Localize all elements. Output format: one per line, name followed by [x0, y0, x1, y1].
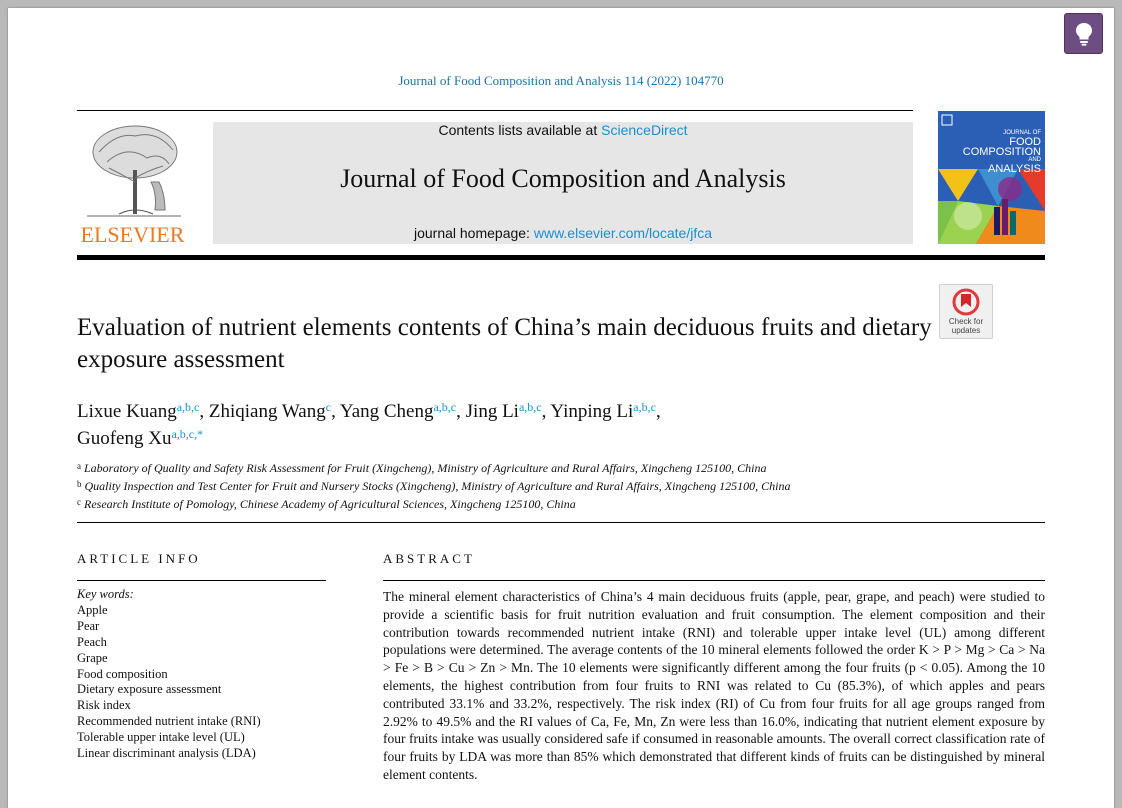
author[interactable]: Yinping Li — [550, 401, 634, 422]
author-separator: , — [199, 401, 209, 422]
keywords-list — [77, 587, 327, 762]
keyword: Recommended nutrient intake (RNI) — [77, 714, 261, 729]
author-affiliation-mark[interactable]: a,b,c — [518, 400, 542, 414]
publisher-name: ELSEVIER — [80, 222, 185, 247]
keyword: Grape — [77, 650, 108, 665]
keyword: Tolerable upper intake level (UL) — [77, 730, 245, 745]
check-for-updates-button[interactable] — [939, 284, 993, 339]
author-affiliation-mark[interactable]: c — [325, 400, 332, 414]
author-separator: , — [456, 401, 466, 422]
abstract-text: The mineral element characteristics of China’s 4 main deciduous fruits (apple, pear, grape, and peach) were studied to provide a scientific basis for fruit nutrition evaluation and fruit consumption. The element composition and their contribution towards recommended nutrient intake (RNI) and tolerable upper intake level (UL) among different populations were determined. The average contents of the 10 mineral elements followed the order K > P > Mg > Ca > Na > Fe > B > Cu > Zn > Mn. The 10 elements were significantly different among the four fruits (p < 0.05). Among the 10 elements, the highest contribution from four fruits to RNI was related to Cu (85.3%), of which apples and pears contributed 33.1% and 33.2%, respectively. The risk index (RI) of Cu from four fruits for all age groups ranged from 2.92% to 49.5% and the RI values of Ca, Fe, Mn, Zn were less than 16.0%, indicating that nutrient element exposure by four fruits intake was usually considered safe if consumed in reasonable amounts. The overall correct classification rate of four fruits by LDA was more than 85% which demonstrated that different kinds of fruits can be distinguished by mineral element contents. — [383, 589, 1045, 782]
journal-title: Journal of Food Composition and Analysis — [340, 164, 786, 193]
affiliation-list — [77, 458, 1037, 512]
affiliation: $^b$ Quality Inspection and Test Center for Fruit and Nursery Stocks (Xingcheng), Ministry of Agriculture and Rural Affairs, Xingcheng 125100, China — [77, 479, 791, 493]
author-separator: , — [541, 401, 551, 422]
homepage-prefix: journal homepage: — [413, 225, 530, 241]
author[interactable]: Jing Li — [465, 401, 519, 422]
author-affiliation-mark[interactable]: a,b,c — [633, 400, 656, 414]
keywords-label: Key words: — [77, 587, 134, 601]
author-affiliation-mark[interactable]: a,b,c,* — [171, 427, 204, 441]
affiliation: $^c$ Research Institute of Pomology, Chinese Academy of Agricultural Sciences, Xingcheng 125100, China — [77, 497, 576, 511]
header-thick-rule — [77, 255, 1045, 260]
contents-prefix: Contents lists available at — [438, 122, 598, 138]
keyword: Peach — [77, 634, 107, 649]
contents-line — [213, 122, 913, 138]
author-list — [77, 396, 977, 450]
author-separator: , — [331, 401, 340, 422]
check-for-updates-icon — [952, 288, 980, 316]
keyword: Dietary exposure assessment — [77, 682, 222, 697]
article-title: Evaluation of nutrient elements contents of China’s main deciduous fruits and dietary exposure assessment — [77, 314, 932, 373]
journal-banner — [213, 122, 913, 244]
journal-citation-link[interactable]: Journal of Food Composition and Analysis 114 (2022) 104770 — [398, 73, 724, 88]
header-rule — [77, 110, 913, 111]
abstract-heading: ABSTRACT — [383, 551, 475, 566]
author[interactable]: Zhiqiang Wang — [208, 401, 326, 422]
elsevier-tree-logo — [77, 122, 188, 222]
lightbulb-icon — [1075, 22, 1093, 46]
homepage-line — [213, 225, 913, 241]
article-info-rule — [77, 580, 326, 581]
author-affiliation-mark[interactable]: a,b,c — [176, 400, 200, 414]
affiliation: $^a$ Laboratory of Quality and Safety Risk Assessment for Fruit (Xingcheng), Ministry of Agriculture and Rural Affairs, Xingcheng 125100, China — [77, 461, 767, 475]
keyword: Food composition — [77, 666, 168, 681]
journal-cover[interactable] — [938, 111, 1045, 244]
author-separator: , — [655, 401, 661, 422]
author[interactable]: Guofeng Xu — [77, 428, 172, 449]
homepage-link[interactable]: www.elsevier.com/locate/jfca — [533, 225, 713, 241]
keyword: Apple — [77, 602, 108, 617]
check-for-updates-label: Check for updates — [948, 317, 984, 335]
author[interactable]: Yang Cheng — [339, 401, 434, 422]
lightbulb-button[interactable] — [1064, 13, 1103, 54]
keyword: Linear discriminant analysis (LDA) — [77, 746, 256, 761]
publisher-logo — [77, 122, 188, 246]
keyword: Pear — [77, 618, 100, 633]
author-affiliation-mark[interactable]: a,b,c — [433, 400, 457, 414]
author[interactable]: Lixue Kuang — [77, 401, 177, 422]
section-rule — [77, 522, 1045, 523]
article-info-heading: ARTICLE INFO — [77, 551, 201, 566]
sciencedirect-link[interactable]: ScienceDirect — [601, 122, 688, 138]
abstract-rule — [383, 580, 1045, 581]
keyword: Risk index — [77, 698, 131, 713]
cover-title: JOURNAL OF FOOD COMPOSITION AND ANALYSIS — [962, 130, 1041, 175]
